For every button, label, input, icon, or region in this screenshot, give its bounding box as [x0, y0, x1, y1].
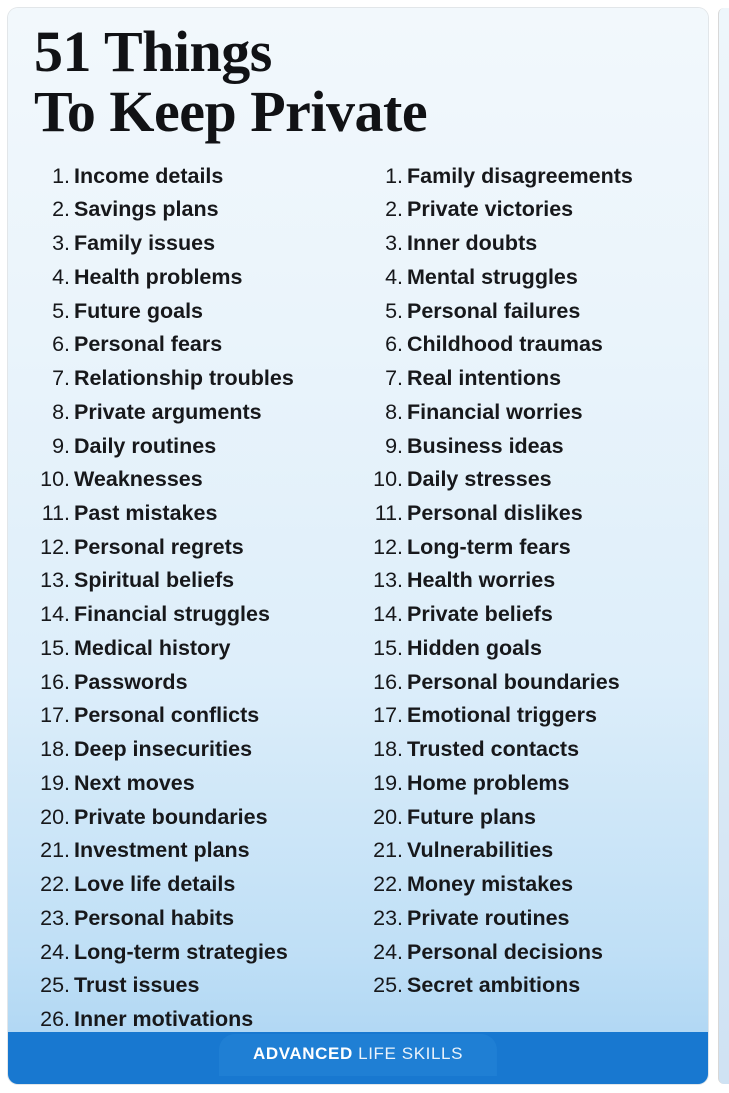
- item-label: Future goals: [74, 298, 204, 323]
- item-number: 8.: [385, 399, 403, 424]
- item-number: 3.: [385, 231, 403, 256]
- item-number: 18.: [373, 737, 403, 762]
- item-label: Private boundaries: [74, 804, 268, 829]
- list-item: [363, 667, 690, 698]
- list-item: [363, 835, 690, 866]
- item-label: Income details: [74, 163, 224, 188]
- item-label: Health worries: [407, 568, 556, 593]
- list-item: [30, 161, 357, 192]
- item-number: 14.: [373, 602, 403, 627]
- item-number: 19.: [373, 770, 403, 795]
- list-item: [363, 734, 690, 765]
- list-item: [30, 599, 357, 630]
- item-label: Home problems: [407, 770, 570, 795]
- list-item: [30, 869, 357, 900]
- list-item: [30, 802, 357, 833]
- item-label: Childhood traumas: [407, 332, 603, 357]
- item-label: Weaknesses: [74, 467, 203, 492]
- item-label: Personal habits: [74, 905, 235, 930]
- item-number: 15.: [40, 635, 70, 660]
- list-item: [30, 700, 357, 731]
- item-label: Financial struggles: [74, 602, 270, 627]
- item-label: Personal decisions: [407, 939, 603, 964]
- item-label: Money mistakes: [407, 872, 574, 897]
- list-item: [30, 1004, 357, 1035]
- item-label: Private arguments: [74, 399, 262, 424]
- list-item: [30, 937, 357, 968]
- list-item: [363, 262, 690, 293]
- brand-pill: [219, 1034, 497, 1076]
- item-number: 6.: [385, 332, 403, 357]
- item-label: Deep insecurities: [74, 737, 253, 762]
- list-item: [30, 194, 357, 225]
- list-item: [30, 734, 357, 765]
- item-label: Long-term strategies: [74, 939, 288, 964]
- list-item: [30, 464, 357, 495]
- item-label: Private victories: [407, 197, 574, 222]
- item-label: Real intentions: [407, 366, 562, 391]
- item-number: 17.: [373, 703, 403, 728]
- item-label: Personal conflicts: [74, 703, 260, 728]
- list-item: [30, 970, 357, 1001]
- item-number: 12.: [40, 534, 70, 559]
- list-left: [30, 161, 357, 1035]
- item-number: 22.: [373, 872, 403, 897]
- item-number: 21.: [40, 838, 70, 863]
- item-label: Personal boundaries: [407, 669, 620, 694]
- item-number: 22.: [40, 872, 70, 897]
- item-number: 1.: [52, 163, 70, 188]
- item-label: Future plans: [407, 804, 537, 829]
- item-number: 5.: [385, 298, 403, 323]
- list-item: [363, 194, 690, 225]
- list-item: [363, 464, 690, 495]
- item-label: Personal fears: [74, 332, 223, 357]
- item-number: 7.: [385, 366, 403, 391]
- item-number: 2.: [385, 197, 403, 222]
- item-label: Hidden goals: [407, 635, 542, 660]
- item-number: 4.: [385, 264, 403, 289]
- item-number: 16.: [40, 669, 70, 694]
- item-number: 14.: [40, 602, 70, 627]
- item-number: 2.: [52, 197, 70, 222]
- item-number: 15.: [373, 635, 403, 660]
- brand-name-primary: ADVANCED: [252, 1044, 353, 1063]
- infographic-card: [8, 8, 708, 1084]
- list-item: [30, 835, 357, 866]
- item-label: Business ideas: [407, 433, 564, 458]
- item-number: 8.: [52, 399, 70, 424]
- list-item: [30, 262, 357, 293]
- item-label: Family disagreements: [407, 163, 633, 188]
- list-right: [363, 161, 690, 1001]
- list-item: [363, 633, 690, 664]
- item-label: Health problems: [74, 264, 243, 289]
- item-number: 20.: [373, 804, 403, 829]
- item-label: Next moves: [74, 770, 195, 795]
- item-number: 16.: [373, 669, 403, 694]
- item-number: 25.: [40, 973, 70, 998]
- list-item: [363, 565, 690, 596]
- item-number: 4.: [52, 264, 70, 289]
- list-item: [363, 532, 690, 563]
- item-label: Savings plans: [74, 197, 219, 222]
- brand-name-secondary: LIFE SKILLS: [352, 1044, 464, 1063]
- item-number: 23.: [373, 905, 403, 930]
- item-label: Emotional triggers: [407, 703, 597, 728]
- item-number: 21.: [373, 838, 403, 863]
- page-title: [8, 8, 708, 143]
- list-item: [30, 532, 357, 563]
- list-item: [363, 363, 690, 394]
- item-label: Inner motivations: [74, 1006, 254, 1031]
- list-item: [363, 329, 690, 360]
- item-label: Private beliefs: [407, 602, 553, 627]
- item-label: Vulnerabilities: [407, 838, 554, 863]
- item-label: Private routines: [407, 905, 570, 930]
- list-item: [363, 228, 690, 259]
- item-number: 1.: [385, 163, 403, 188]
- list-columns: [8, 143, 708, 1038]
- list-item: [363, 431, 690, 462]
- item-number: 19.: [40, 770, 70, 795]
- list-item: [363, 498, 690, 529]
- list-item: [30, 633, 357, 664]
- item-number: 10.: [373, 467, 403, 492]
- list-item: [363, 599, 690, 630]
- list-item: [30, 667, 357, 698]
- item-label: Personal regrets: [74, 534, 244, 559]
- list-item: [30, 329, 357, 360]
- item-number: 17.: [40, 703, 70, 728]
- list-item: [30, 296, 357, 327]
- list-column-right: [363, 161, 690, 1038]
- item-label: Spiritual beliefs: [74, 568, 235, 593]
- list-item: [363, 802, 690, 833]
- list-item: [363, 937, 690, 968]
- item-number: 6.: [52, 332, 70, 357]
- item-label: Secret ambitions: [407, 973, 581, 998]
- item-number: 26.: [40, 1006, 70, 1031]
- item-number: 7.: [52, 366, 70, 391]
- list-item: [363, 768, 690, 799]
- title-line-1: 51 Things: [34, 19, 272, 84]
- item-label: Past mistakes: [74, 500, 218, 525]
- item-label: Personal dislikes: [407, 500, 583, 525]
- list-item: [30, 363, 357, 394]
- item-number: 12.: [373, 534, 403, 559]
- list-item: [363, 700, 690, 731]
- list-item: [30, 565, 357, 596]
- list-item: [363, 296, 690, 327]
- item-label: Mental struggles: [407, 264, 578, 289]
- item-number: 3.: [52, 231, 70, 256]
- item-number: 11.: [374, 500, 403, 525]
- adjacent-card-edge[interactable]: [718, 8, 729, 1084]
- item-label: Family issues: [74, 231, 216, 256]
- list-item: [30, 228, 357, 259]
- title-line-2: To Keep Private: [34, 79, 428, 145]
- list-item: [30, 903, 357, 934]
- item-number: 9.: [385, 433, 403, 458]
- item-number: 20.: [40, 804, 70, 829]
- item-label: Financial worries: [407, 399, 583, 424]
- item-label: Medical history: [74, 635, 231, 660]
- list-item: [30, 397, 357, 428]
- item-label: Inner doubts: [407, 231, 538, 256]
- item-number: 23.: [40, 905, 70, 930]
- item-number: 24.: [40, 939, 70, 964]
- item-label: Long-term fears: [407, 534, 571, 559]
- list-item: [363, 397, 690, 428]
- item-label: Investment plans: [74, 838, 250, 863]
- item-label: Daily stresses: [407, 467, 552, 492]
- item-number: 11.: [41, 500, 70, 525]
- item-label: Trust issues: [74, 973, 200, 998]
- item-label: Trusted contacts: [407, 737, 580, 762]
- item-number: 13.: [373, 568, 403, 593]
- item-number: 13.: [40, 568, 70, 593]
- list-item: [363, 970, 690, 1001]
- item-number: 25.: [373, 973, 403, 998]
- item-label: Passwords: [74, 669, 188, 694]
- item-label: Relationship troubles: [74, 366, 294, 391]
- item-label: Personal failures: [407, 298, 581, 323]
- list-column-left: [30, 161, 357, 1038]
- list-item: [30, 768, 357, 799]
- list-item: [363, 903, 690, 934]
- list-item: [30, 498, 357, 529]
- item-label: Love life details: [74, 872, 236, 897]
- item-label: Daily routines: [74, 433, 217, 458]
- item-number: 9.: [52, 433, 70, 458]
- item-number: 10.: [40, 467, 70, 492]
- list-item: [30, 431, 357, 462]
- item-number: 24.: [373, 939, 403, 964]
- list-item: [363, 161, 690, 192]
- list-item: [363, 869, 690, 900]
- item-number: 5.: [52, 298, 70, 323]
- footer-bar: [8, 1032, 708, 1084]
- item-number: 18.: [40, 737, 70, 762]
